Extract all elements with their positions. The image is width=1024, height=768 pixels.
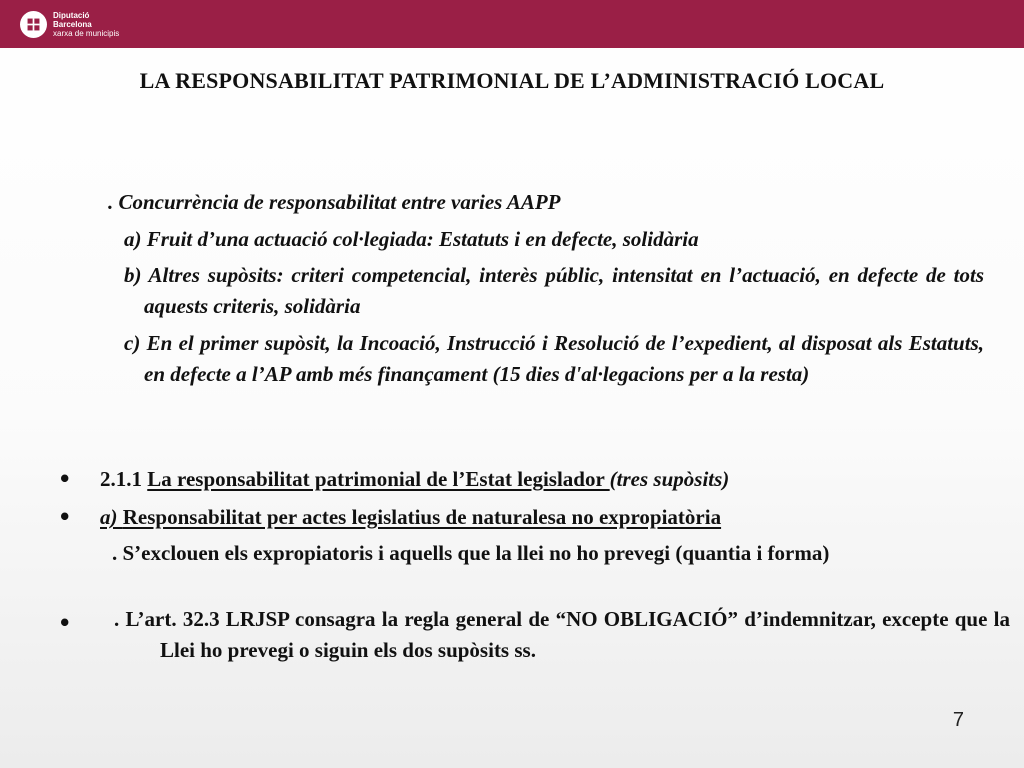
header-bar [0,0,1024,48]
item-c: c) En el primer supòsit, la Incoació, Instrucció i Resolució de l’expedient, al disposat als Estatuts, en defecte a l’AP amb més finançament (15 dies d'al·legacions per a la resta) [124,331,984,386]
logo-line-2: Barcelona [53,19,92,29]
slide-title: LA RESPONSABILITAT PATRIMONIAL DE L’ADMINISTRACIÓ LOCAL [139,68,885,93]
bullet-marker: • [58,611,72,635]
bullet-marker: • [58,467,72,491]
page-number: 7 [952,709,964,731]
section-heading: . Concurrència de responsabilitat entre varies AAPP [108,190,561,214]
section-suffix: (tres supòsits) [609,467,730,491]
item-b: b) Altres supòsits: criteri competencial, interès públic, intensitat en l’actuació, en defecte de tots aquests criteris, solidària [124,263,984,318]
bullet-item-3: . L’art. 32.3 LRJSP consagra la regla general de “NO OBLIGACIÓ” d’indemnitzar, excepte que la Llei ho prevegi o siguin els dos supòsits ss. [114,607,1010,662]
bullet-item-2 [100,504,721,530]
logo-line-3: xarxa de municipis [53,28,120,38]
subsection-title-underlined: Responsabilitat per actes legislatius de naturalesa no expropiatòria [122,505,722,529]
section-number: 2.1.1 [100,467,148,491]
section-title-underlined: La responsabilitat patrimonial de l’Estat legislador [147,467,610,491]
item-a: a) Fruit d’una actuació col·legiada: Estatuts i en defecte, solidària [124,227,699,251]
exclusion-note: . S’exclouen els expropiatoris i aquells que la llei no ho prevegi (quantia i forma) [112,541,830,565]
diputacio-logo [20,7,119,41]
coat-of-arms-icon [20,11,47,38]
subsection-prefix: a) [100,505,123,529]
bullet-item-1 [100,466,729,492]
bullet-marker: • [58,505,72,529]
logo-line-1: Diputació [53,10,90,20]
